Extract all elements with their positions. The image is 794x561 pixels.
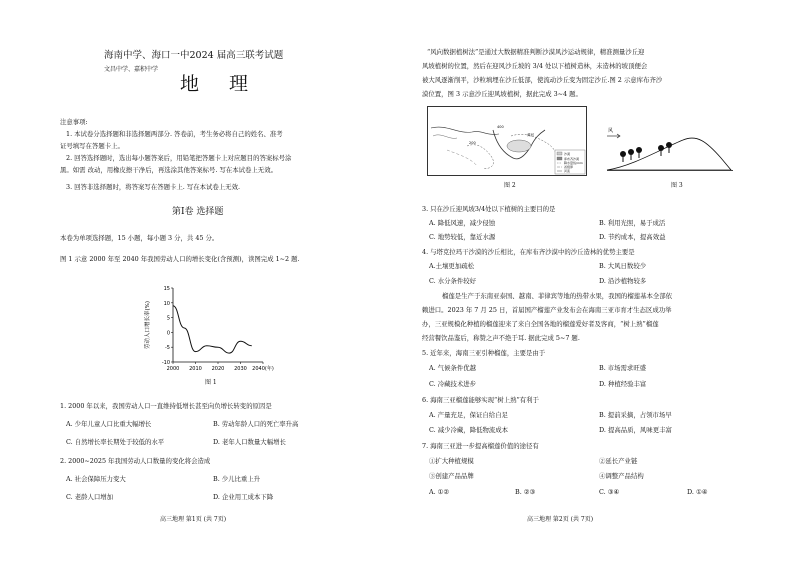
- fig2-caption: 图 2: [504, 182, 516, 189]
- q1-option-b[interactable]: B. 劳动年龄人口的死亡率升高: [213, 420, 299, 428]
- isohyet-label-400: 400: [497, 125, 504, 129]
- notice-title: 注意事项:: [60, 118, 88, 126]
- question-7: 7. 海南三亚进一步提高榴莲价值的途径有: [422, 442, 539, 450]
- y-tick-label: 0: [166, 330, 170, 337]
- question-5: 5. 近年来，海南三亚引种榴莲，主要是由于: [422, 349, 546, 357]
- q2-option-b[interactable]: B. 少儿比重上升: [213, 475, 261, 483]
- q5-option-c[interactable]: C. 冷藏技术进步: [429, 380, 477, 388]
- q5-option-b[interactable]: B. 市场需求旺盛: [599, 364, 647, 372]
- isohyet-label-200: 200: [469, 141, 476, 145]
- q7-item-1: ①扩大种植规模: [429, 457, 474, 465]
- section-title: 第Ⅰ卷 选择题: [172, 207, 224, 217]
- q7-item-4: ④调整产品结构: [599, 472, 644, 480]
- q2-option-c[interactable]: C. 老龄人口增加: [66, 493, 114, 501]
- q4-option-c[interactable]: C. 水分条件较好: [429, 277, 477, 285]
- q7-item-3: ③创建产品品牌: [429, 472, 474, 480]
- q1-option-c[interactable]: C. 自然增长率长期处于较低的水平: [66, 438, 165, 446]
- notice-line: 证号填写在答题卡上。: [60, 142, 124, 150]
- notice-line: 1. 本试卷分选择题和非选择题两部分. 答卷前，考生务必将自己的姓名、准考: [66, 130, 283, 138]
- fig2-map: [427, 106, 587, 176]
- notice-line: 黑。如需 改动，用橡皮擦干净后，再选涂其他答案标号. 写在本试卷上无效。: [60, 166, 277, 174]
- x-tick-label: 2010: [189, 366, 202, 372]
- fig3-caption: 图 3: [671, 182, 683, 189]
- q3-option-a[interactable]: A. 降低风速，减少侵蚀: [429, 219, 496, 227]
- wind-label: 风: [608, 128, 614, 134]
- legend-desert: 沙漠: [564, 152, 571, 156]
- q3-option-d[interactable]: D. 节约成本，提高效益: [599, 233, 666, 241]
- fig3-dune-diagram: [603, 118, 738, 173]
- fig1-line-chart: [135, 282, 275, 377]
- y-tick-label: -5: [165, 345, 170, 352]
- q3-option-c[interactable]: C. 地势较低，靠近水源: [429, 233, 496, 241]
- x-tick-label: 2040(年): [252, 366, 274, 372]
- q7-item-2: ②延长产业链: [599, 457, 638, 465]
- q1-option-d[interactable]: D. 老年人口数量大幅增长: [213, 438, 286, 446]
- q2-option-d[interactable]: D. 企业用工成本下降: [213, 493, 274, 501]
- y-axis-label: 劳动人口增长率(%): [145, 300, 151, 350]
- para2-line: 办，三亚规模化种植的榴莲迎来了来自全国各地的榴莲爱好者及客商，“树上熟”榴莲: [422, 320, 659, 328]
- legend-border: 省级界: [564, 165, 574, 169]
- exam-title: 海南中学、海口一中2024 届高三联考试题: [104, 50, 284, 61]
- q4-option-b[interactable]: B. 大风日数较少: [599, 262, 647, 270]
- y-tick-label: 10: [163, 300, 170, 307]
- notice-line: 2. 回答选择题时，选出每小题答案后，用铅笔把答题卡上对应题目的答案标号涂: [66, 154, 292, 162]
- para1-line: 被大风逐渐削平，沙粒填埋在沙丘低部，使流动沙丘变为固定沙丘.图 2 示意库布齐沙: [422, 76, 663, 84]
- fig1-caption: 图 1: [205, 379, 217, 386]
- x-tick-label: 2000: [166, 366, 180, 372]
- q4-option-d[interactable]: D. 沿沙植物较多: [599, 277, 647, 285]
- legend-kubuqi: 库布齐沙漠: [564, 157, 580, 161]
- legend-isohyet: 降水量线/mm: [564, 161, 583, 165]
- legend-river: 河流: [564, 169, 571, 173]
- notice-line: 3. 回答非选择题时，将答案写在答题卡上. 写在本试卷上无效.: [66, 183, 240, 191]
- q6-option-b[interactable]: B. 提前采摘，占领市场早: [599, 411, 672, 419]
- series-line: [173, 306, 252, 353]
- question-4: 4. 与塔克拉玛干沙漠的沙丘相比，在库布齐沙漠中的沙丘造林的优势主要是: [422, 248, 635, 256]
- q7-option-c[interactable]: C. ③④: [599, 488, 620, 496]
- q2-option-a[interactable]: A. 社会保障压力变大: [66, 475, 126, 483]
- q7-option-a[interactable]: A. ①②: [429, 488, 450, 496]
- question-3: 3. 只在沙丘迎风坡3/4处以下植树的主要目的是: [422, 205, 556, 213]
- y-tick-label: -10: [161, 360, 170, 366]
- para2-line: 榴莲是生产于东南亚泰国、越南、菲律宾等地的热带水果，我国的榴莲基本全部依: [442, 292, 673, 300]
- x-tick-label: 2030: [234, 366, 247, 372]
- question-2: 2. 2000~2025 年我国劳动人口数量的变化将会造成: [60, 457, 211, 465]
- q7-option-b[interactable]: B. ②③: [515, 488, 536, 496]
- fig1-intro: 图 1 示意 2000 年至 2040 年我国劳动人口的增长变化(含预测)，读图完成 1~2 题.: [60, 255, 300, 263]
- q6-option-c[interactable]: C. 减少冷藏，降低物流成本: [429, 426, 509, 434]
- para2-line: 赖进口。2023 年 7 月 25 日，首届国产榴莲产业发布会在海南三亚市育才生态区成功举: [422, 306, 672, 314]
- page-footer: 高三地理 第1页 (共 7页): [160, 516, 227, 523]
- question-1: 1. 2000 年以来，我国劳动人口一直维持低增长甚至向负增长转变的原因是: [60, 402, 272, 410]
- para2-line: 经营餐饮品鉴后，称赞之声不绝于耳. 据此完成 5~7 题.: [422, 334, 580, 342]
- para1-line: “风向数据植树法”是通过大数据精准判断沙漠风沙运动规律，精准测量沙丘迎: [427, 48, 645, 56]
- q6-option-d[interactable]: D. 提高品质，风味更丰富: [599, 426, 672, 434]
- exam-subtitle: 文昌中学、嘉积中学: [104, 66, 159, 73]
- q3-option-b[interactable]: B. 利用光照，易于成活: [599, 219, 666, 227]
- y-tick-label: 15: [163, 286, 170, 292]
- q1-option-a[interactable]: A. 少年儿童人口比重大幅增长: [66, 420, 152, 428]
- page-footer: 高三地理 第2页 (共 7页): [527, 516, 594, 523]
- para1-line: 漠位置，图 3 示意沙丘迎风坡植树，据此完成 3~4 题。: [422, 90, 582, 98]
- q5-option-d[interactable]: D. 种植经验丰富: [599, 380, 647, 388]
- river-label: 黄河: [527, 133, 534, 137]
- q7-option-d[interactable]: D. ①④: [687, 488, 708, 496]
- question-6: 6. 海南三亚榴莲能够实现“树上熟”有利于: [422, 396, 539, 404]
- x-tick-label: 2020: [211, 366, 225, 372]
- q5-option-a[interactable]: A. 气候条件优越: [429, 364, 477, 372]
- subject-title: 地 理: [180, 73, 261, 95]
- para1-line: 风坡植树的位置，然后在迎风沙丘坡的 3/4 处以下植树造林，未造林的坡顶便会: [422, 62, 648, 70]
- q4-option-a[interactable]: A.土壤更加疏松: [429, 262, 474, 270]
- q6-option-a[interactable]: A. 产量充足，保证自给自足: [429, 411, 508, 419]
- section-desc: 本卷为单项选择题，15 小题，每小题 3 分，共 45 分。: [60, 234, 219, 242]
- y-tick-label: 5: [166, 315, 170, 322]
